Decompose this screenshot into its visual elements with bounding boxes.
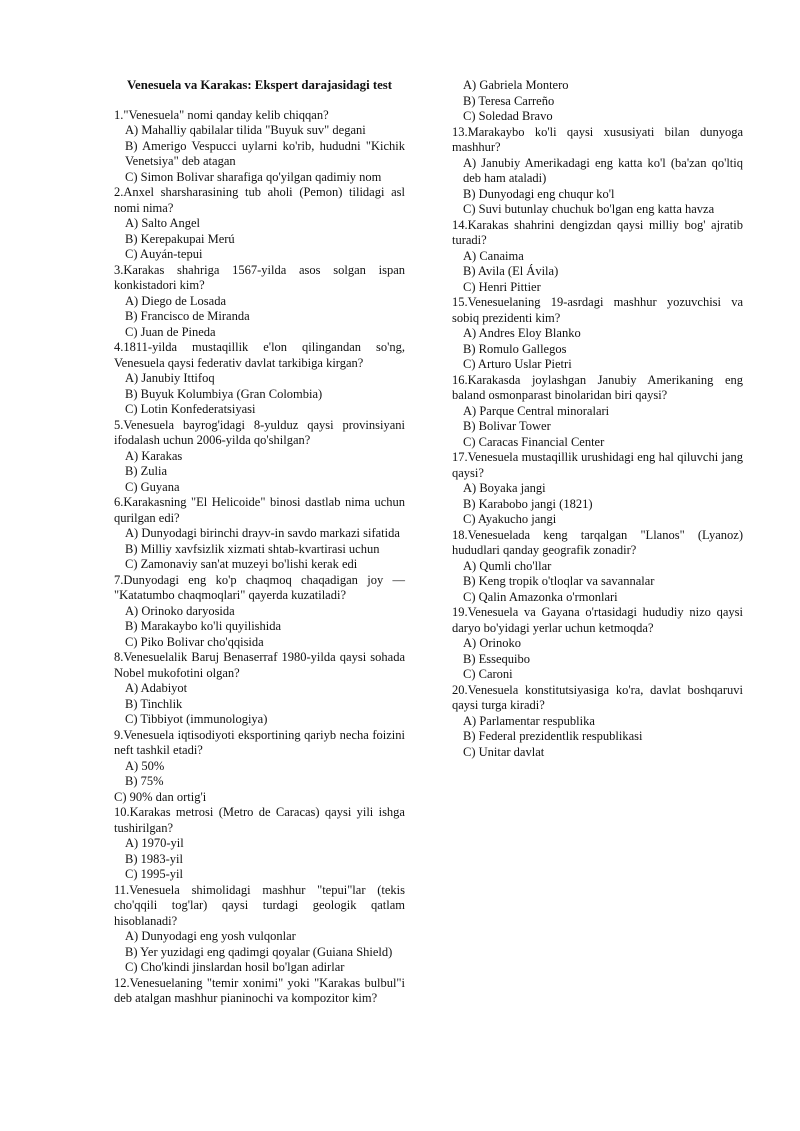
answer-option: C) Arturo Uslar Pietri — [463, 357, 572, 371]
answer-option: B) Teresa Carreño — [463, 93, 555, 108]
answer-option: B) Marakaybo ko'li quyilishida — [125, 619, 282, 633]
answer-option: C) Guyana — [125, 479, 180, 494]
answer-option: C) Zamonaviy san'at muzeyi bo'lishi kerak edi — [125, 557, 358, 571]
answer-option: C) Caracas Financial Center — [463, 434, 605, 449]
answer-option: A) 1970-yil — [125, 836, 184, 850]
question-text: 1."Venesuela" nomi qanday kelib chiqqan? — [114, 107, 329, 122]
answer-option: C) Piko Bolivar cho'qqisida — [125, 634, 264, 649]
answer-option: C) Tibbiyot (immunologiya) — [125, 712, 268, 726]
question-text: 14.Karakas shahrini dengizdan qaysi milliy bog' ajratib turadi? — [452, 217, 743, 247]
answer-option: A) Orinoko — [463, 636, 521, 650]
answer-option: B) Zulia — [125, 464, 168, 478]
answer-option: A) 50% — [125, 758, 165, 773]
question-text: 18.Venesuelada keng tarqalgan "Llanos" (Lyanoz) hududlari qanday geografik zonadir? — [452, 527, 743, 557]
question-text: 4.1811-yilda mustaqillik e'lon qilingandan so'ng, Venesuela qaysi federativ davlat tarkibiga kirgan? — [114, 340, 405, 370]
question-text: 17.Venesuela mustaqillik urushidagi eng hal qiluvchi jang qaysi? — [452, 450, 743, 480]
answer-option: B) Yer yuzidagi eng qadimgi qoyalar (Guiana Shield) — [125, 944, 393, 959]
answer-option: B) Essequibo — [463, 651, 531, 666]
answer-option: B) Bolivar Tower — [463, 419, 551, 433]
question-text: 20.Venesuela konstitutsiyasiga ko'ra, davlat boshqaruvi qaysi turga kiradi? — [452, 682, 743, 712]
question-text: 6.Karakasning "El Helicoide" binosi dastlab nima uchun qurilgan edi? — [114, 495, 405, 525]
right-column — [452, 78, 743, 760]
answer-option: A) Qumli cho'llar — [463, 558, 552, 573]
answer-option: C) Simon Bolivar sharafiga qo'yilgan qadimiy nom — [125, 169, 382, 184]
answer-option: C) 90% dan ortig'i — [114, 789, 207, 804]
answer-option: A) Gabriela Montero — [463, 78, 569, 92]
answer-option: A) Orinoko daryosida — [125, 603, 235, 618]
answer-option: C) Cho'kindi jinslardan hosil bo'lgan adirlar — [125, 960, 345, 974]
answer-option: A) Boyaka jangi — [463, 481, 546, 495]
question-text: 16.Karakasda joylashgan Janubiy Amerikaning eng baland osmonparast binolaridan biri qaysi? — [452, 372, 743, 402]
answer-option: C) Lotin Konfederatsiyasi — [125, 402, 256, 416]
answer-option: C) Qalin Amazonka o'rmonlari — [463, 589, 618, 604]
answer-option: A) Dunyodagi birinchi drayv-in savdo markazi sifatida — [125, 526, 400, 540]
answer-option: C) 1995-yil — [125, 867, 183, 881]
answer-option: C) Caroni — [463, 667, 513, 681]
answer-option: B) Avila (El Ávila) — [463, 264, 559, 278]
answer-option: B) Kerepakupai Merú — [125, 231, 235, 246]
answer-option: A) Salto Angel — [125, 216, 200, 230]
answer-option: A) Janubiy Amerikadagi eng katta ko'l (ba'zan qo'ltiq deb ham ataladi) — [463, 155, 743, 185]
answer-option: B) Amerigo Vespucci uylarni ko'rib, hududni "Kichik Venetsiya" deb atagan — [125, 138, 405, 168]
answer-option: B) 75% — [125, 774, 164, 788]
answer-option: B) Federal prezidentlik respublikasi — [463, 729, 643, 743]
question-text: 10.Karakas metrosi (Metro de Caracas) qaysi yili ishga tushirilgan? — [114, 805, 405, 835]
question-text: 7.Dunyodagi eng ko'p chaqmoq chaqadigan joy — "Katatumbo chaqmoqlari" qayerda kuzatiladi? — [114, 572, 405, 602]
question-text: 11.Venesuela shimolidagi mashhur "tepui"lar (tekis cho'qqili tog'lar) qaysi turdagi geologik qatlam hisoblanadi? — [114, 882, 405, 928]
answer-option: B) Tinchlik — [125, 696, 183, 711]
answer-option: B) Romulo Gallegos — [463, 341, 567, 356]
left-column — [114, 78, 405, 1007]
question-text: 13.Marakaybo ko'li qaysi xususiyati bilan dunyoga mashhur? — [452, 124, 743, 154]
answer-option: B) Francisco de Miranda — [125, 309, 250, 323]
answer-option: C) Henri Pittier — [463, 279, 541, 294]
answer-option: A) Parque Central minoralari — [463, 403, 610, 418]
answer-option: C) Juan de Pineda — [125, 324, 216, 339]
answer-option: B) Buyuk Kolumbiya (Gran Colombia) — [125, 386, 323, 401]
answer-option: B) Dunyodagi eng chuqur ko'l — [463, 186, 615, 201]
question-text: 9.Venesuela iqtisodiyoti eksportining qariyb necha foizini neft tashkil etadi? — [114, 727, 405, 757]
question-text: 12.Venesuelaning "temir xonimi" yoki "Karakas bulbul"i deb atalgan mashhur pianinochi va kompozitor kim? — [114, 975, 405, 1005]
answer-option: A) Dunyodagi eng yosh vulqonlar — [125, 929, 296, 943]
answer-option: C) Auyán-tepui — [125, 247, 203, 261]
answer-option: A) Janubiy Ittifoq — [125, 371, 215, 385]
answer-option: A) Andres Eloy Blanko — [463, 326, 581, 340]
answer-option: C) Soledad Bravo — [463, 109, 553, 123]
question-text: 5.Venesuela bayrog'idagi 8-yulduz qaysi provinsiyani ifodalash uchun 2006-yilda qo'shilgan? — [114, 417, 405, 447]
answer-option: A) Canaima — [463, 248, 524, 263]
answer-option: C) Ayakucho jangi — [463, 512, 557, 526]
answer-option: B) Milliy xavfsizlik xizmati shtab-kvartirasi uchun — [125, 541, 380, 556]
question-text: 19.Venesuela va Gayana o'rtasidagi hududiy nizo qaysi daryo bo'yidagi yerlar uchun ketmoqda? — [452, 605, 743, 635]
answer-option: A) Parlamentar respublika — [463, 713, 595, 728]
answer-option: A) Karakas — [125, 448, 183, 463]
question-text: 2.Anxel sharsharasining tub aholi (Pemon) tilidagi asl nomi nima? — [114, 185, 405, 215]
answer-option: B) Keng tropik o'tloqlar va savannalar — [463, 574, 655, 588]
answer-option: A) Adabiyot — [125, 681, 188, 695]
answer-option: A) Diego de Losada — [125, 293, 227, 308]
answer-option: C) Unitar davlat — [463, 744, 545, 759]
question-text: 8.Venesuelalik Baruj Benaserraf 1980-yilda qaysi sohada Nobel mukofotini olgan? — [114, 650, 405, 680]
question-text: 3.Karakas shahriga 1567-yilda asos solgan ispan konkistadori kim? — [114, 262, 405, 292]
answer-option: B) Karabobo jangi (1821) — [463, 496, 593, 511]
answer-option: A) Mahalliy qabilalar tilida "Buyuk suv" degani — [125, 123, 366, 137]
question-text: 15.Venesuelaning 19-asrdagi mashhur yozuvchisi va sobiq prezidenti kim? — [452, 295, 743, 325]
answer-option: C) Suvi butunlay chuchuk bo'lgan eng katta havza — [463, 202, 715, 216]
page-title: Venesuela va Karakas: Ekspert darajasidagi test — [126, 78, 393, 92]
answer-option: B) 1983-yil — [125, 851, 183, 866]
